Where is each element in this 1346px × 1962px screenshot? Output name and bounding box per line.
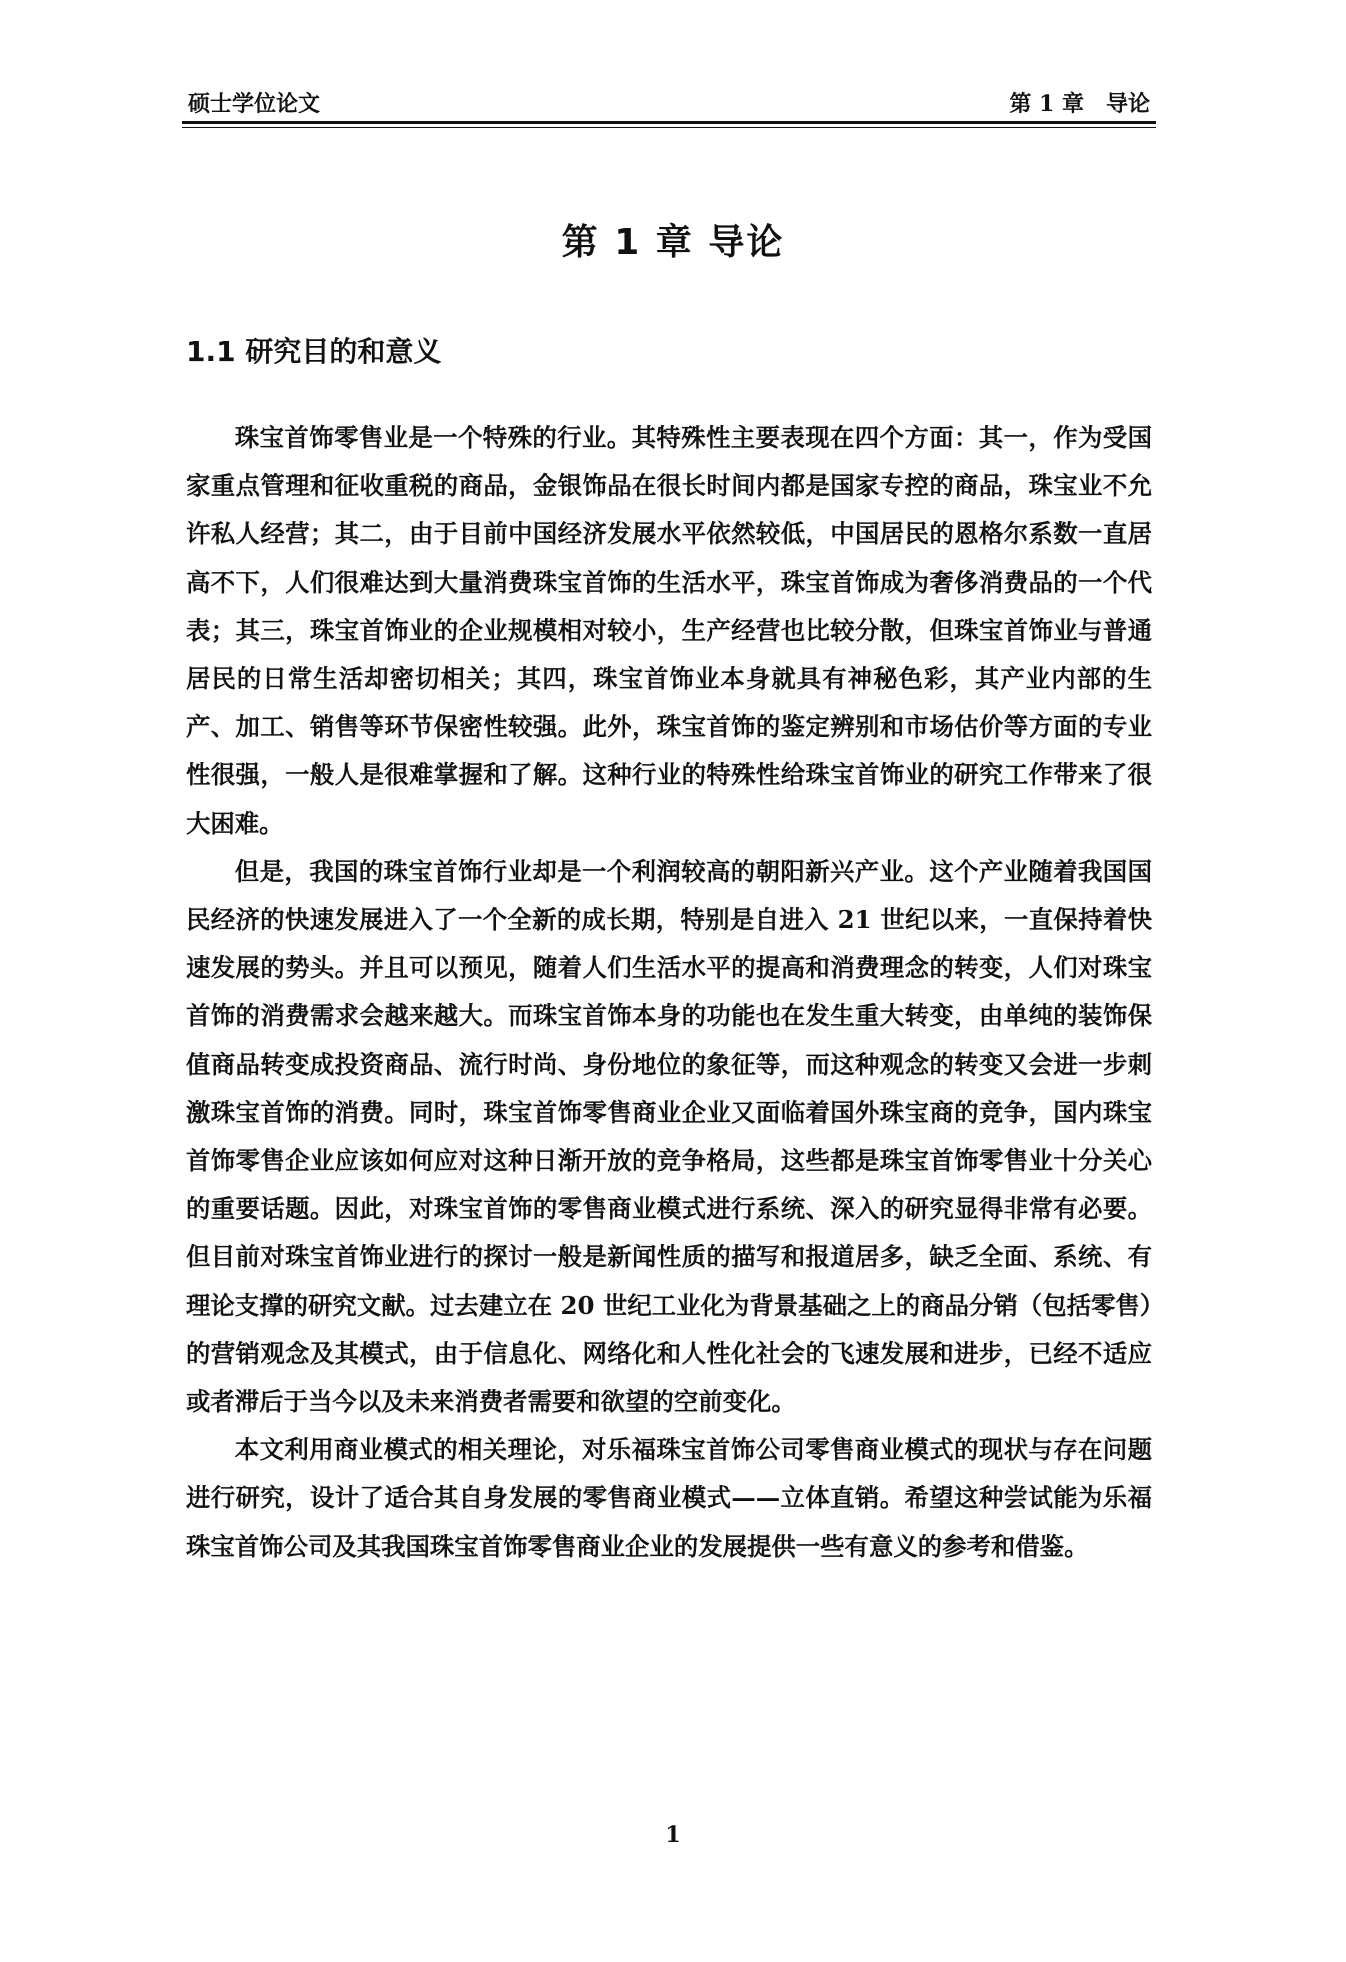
page-number: 1	[665, 1822, 681, 1848]
header-thesis-type: 硕士学位论文	[188, 91, 321, 117]
section-title: 1.1 研究目的和意义	[186, 335, 442, 368]
header-chapter: 第 1 章 导论	[1009, 91, 1150, 117]
running-header	[188, 82, 1150, 118]
paragraph-1: 珠宝首饰零售业是一个特殊的行业。其特殊性主要表现在四个方面：其一，作为受国家重点管理和征收重税的商品，金银饰品在很长时间内都是国家专控的商品，珠宝业不允许私人经营；其二，由于目前中国经济发展水平依然较低，中国居民的恩格尔系数一直居高不下，人们很难达到大量消费珠宝首饰的生活水平，珠宝首饰成为奢侈消费品的一个代表；其三，珠宝首饰业的企业规模相对较小，生产经营也比较分散，但珠宝首饰业与普通居民的日常生活却密切相关；其四，珠宝首饰业本身就具有神秘色彩，其产业内部的生产、加工、销售等环节保密性较强。此外，珠宝首饰的鉴定辨别和市场估价等方面的专业性很强，一般人是很难掌握和了解。这种行业的特殊性给珠宝首饰业的研究工作带来了很大困难。	[186, 423, 1152, 838]
paragraph-3: 本文利用商业模式的相关理论，对乐福珠宝首饰公司零售商业模式的现状与存在问题进行研究，设计了适合其自身发展的零售商业模式——立体直销。希望这种尝试能为乐福珠宝首饰公司及其我国珠宝首饰零售商业企业的发展提供一些有意义的参考和借鉴。	[186, 1435, 1152, 1561]
header-rule	[182, 121, 1156, 124]
paragraph-2: 但是，我国的珠宝首饰行业却是一个利润较高的朝阳新兴产业。这个产业随着我国国民经济的快速发展进入了一个全新的成长期，特别是自进入 21 世纪以来，一直保持着快速发展的势头。并且可以预见，随着人们生活水平的提高和消费理念的转变，人们对珠宝首饰的消费需求会越来越大。而珠宝首饰本身的功能也在发生重大转变，由单纯的装饰保值商品转变成投资商品、流行时尚、身份地位的象征等，而这种观念的转变又会进一步刺激珠宝首饰的消费。同时，珠宝首饰零售商业企业又面临着国外珠宝商的竞争，国内珠宝首饰零售企业应该如何应对这种日渐开放的竞争格局，这些都是珠宝首饰零售业十分关心的重要话题。因此，对珠宝首饰的零售商业模式进行系统、深入的研究显得非常有必要。但目前对珠宝首饰业进行的探讨一般是新闻性质的描写和报道居多，缺乏全面、系统、有理论支撑的研究文献。过去建立在 20 世纪工业化为背景基础之上的商品分销（包括零售）的营销观念及其模式，由于信息化、网络化和人性化社会的飞速发展和进步，已经不适应或者滞后于当今以及未来消费者需要和欲望的空前变化。	[186, 856, 1152, 1417]
chapter-title: 第 1 章 导论	[561, 222, 785, 263]
body-text	[186, 414, 1152, 1571]
header-rule-thin	[182, 127, 1156, 128]
